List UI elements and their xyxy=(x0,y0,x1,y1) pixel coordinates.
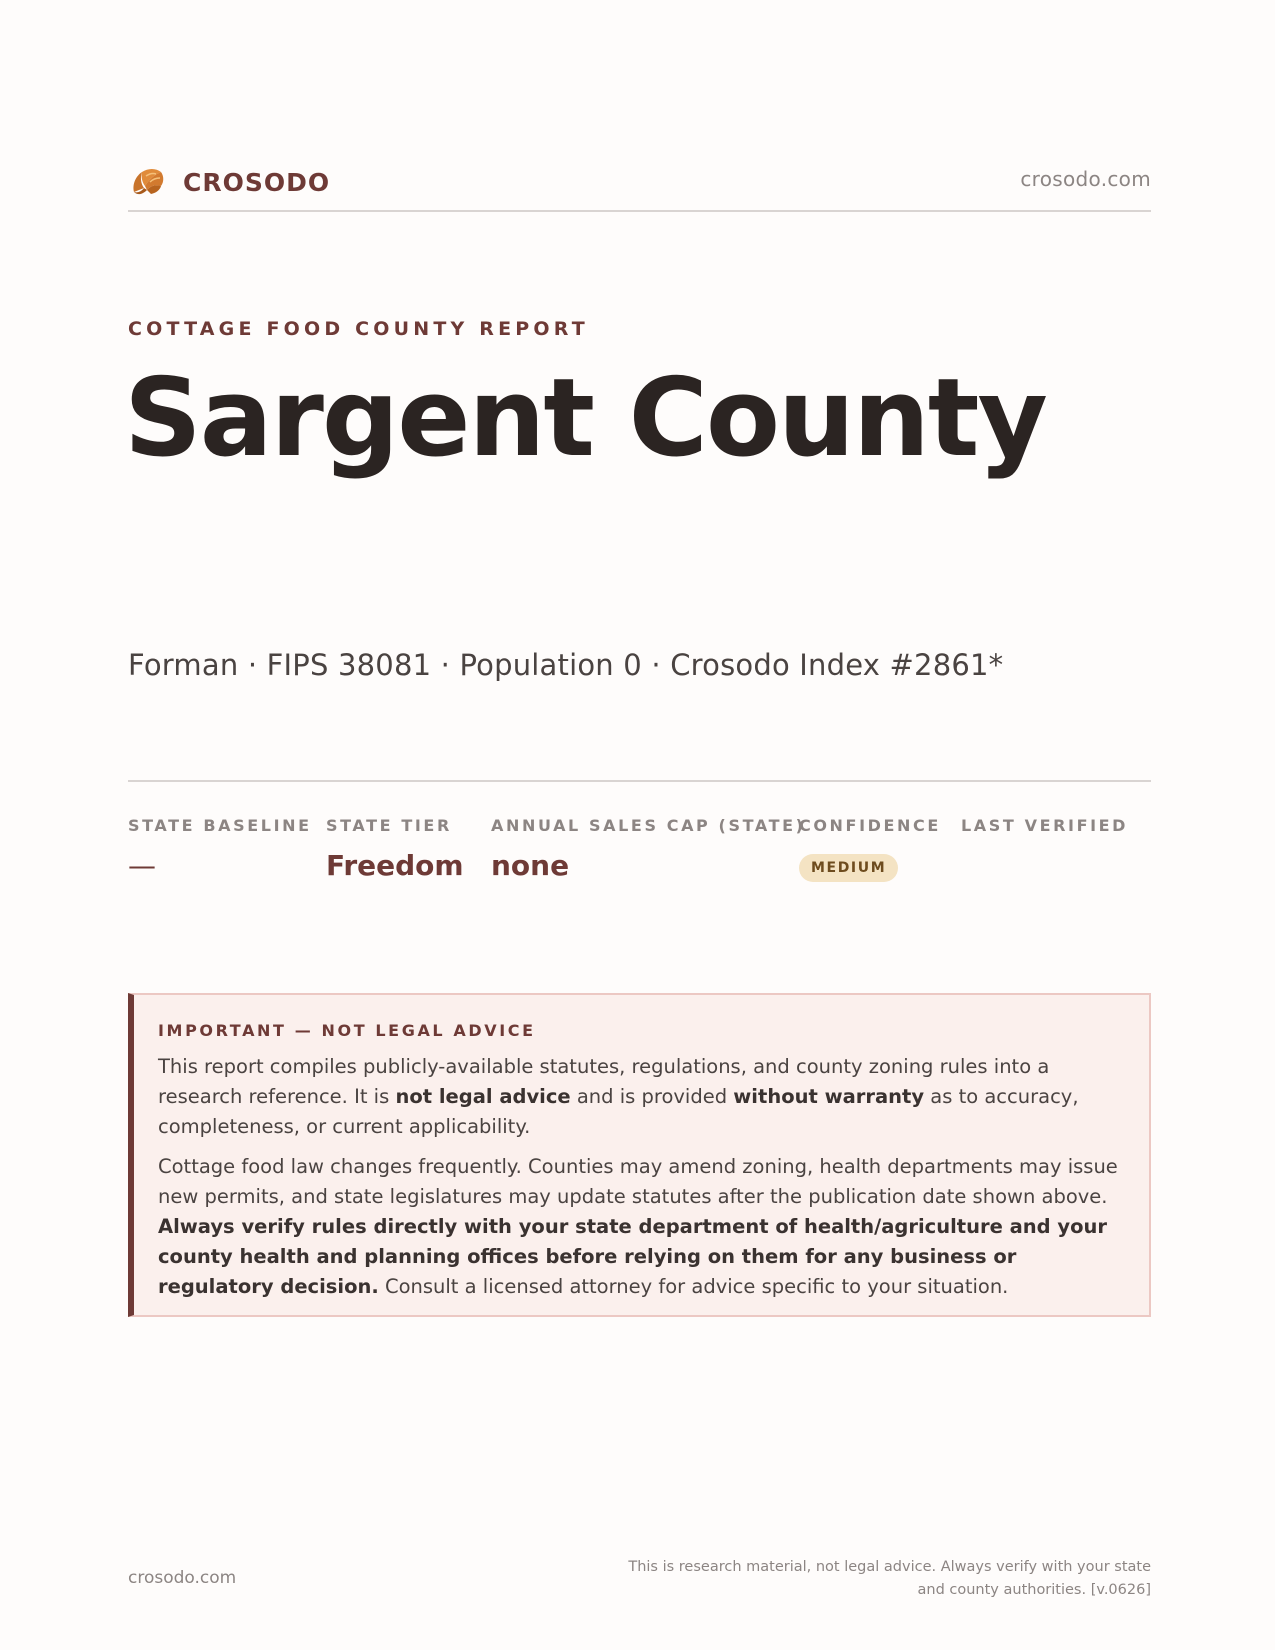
stat-value: — xyxy=(128,849,156,882)
notice-title: IMPORTANT — NOT LEGAL ADVICE xyxy=(158,1021,536,1040)
report-page xyxy=(124,0,1151,1650)
notice-paragraph xyxy=(158,1152,1121,1302)
legal-notice xyxy=(128,993,1151,1317)
notice-emphasis: not legal advice xyxy=(395,1085,571,1108)
section-divider xyxy=(128,780,1151,782)
header-site-link[interactable]: crosodo.com xyxy=(1020,167,1151,191)
notice-text: and is provided xyxy=(570,1085,734,1108)
stat-last-verified xyxy=(961,816,1128,849)
stat-value: none xyxy=(491,849,570,882)
page-title: Sargent County xyxy=(124,356,1046,481)
notice-text: as to accuracy, completeness, or current applicability. xyxy=(158,1085,1079,1138)
stat-state-baseline xyxy=(128,816,312,882)
confidence-badge: MEDIUM xyxy=(799,854,898,882)
stat-label: ANNUAL SALES CAP (STATE) xyxy=(491,816,806,835)
stat-confidence xyxy=(799,816,941,882)
notice-emphasis: Always verify rules directly with your state department of health/agriculture and your county health and planning offices before relying on them for any business or regulatory decision. xyxy=(158,1215,1108,1298)
stat-state-tier xyxy=(326,816,464,882)
notice-text: Cottage food law changes frequently. Counties may amend zoning, health departments may issue new permits, and state legislatures may update statutes after the publication date shown above. xyxy=(158,1155,1118,1208)
stat-sales-cap xyxy=(491,816,806,882)
stat-label: STATE TIER xyxy=(326,816,452,835)
page-header xyxy=(128,158,1151,212)
notice-emphasis: without warranty xyxy=(733,1085,925,1108)
footer-disclaimer xyxy=(611,1556,1151,1602)
notice-paragraph xyxy=(158,1052,1121,1142)
croissant-icon xyxy=(128,162,168,202)
stat-label: STATE BASELINE xyxy=(128,816,312,835)
footer-disclaimer-line: and county authorities. [v.0626] xyxy=(917,1582,1151,1598)
report-kicker: COTTAGE FOOD COUNTY REPORT xyxy=(128,318,589,340)
stat-label: LAST VERIFIED xyxy=(961,816,1129,835)
notice-text: Consult a licensed attorney for advice specific to your situation. xyxy=(378,1275,1009,1298)
footer-disclaimer-line: This is research material, not legal advice. Always verify with your state xyxy=(628,1559,1151,1575)
stat-value: Freedom xyxy=(326,849,464,882)
footer-site-link[interactable]: crosodo.com xyxy=(128,1568,237,1588)
brand-name: CROSODO xyxy=(183,167,331,197)
county-summary: Forman · FIPS 38081 · Population 0 · Crosodo Index #2861* xyxy=(128,648,1004,682)
notice-text: This report compiles publicly-available statutes, regulations, and county zoning rules into a research reference. It is xyxy=(158,1055,1050,1108)
stat-label: CONFIDENCE xyxy=(799,816,941,835)
brand[interactable] xyxy=(128,162,330,202)
